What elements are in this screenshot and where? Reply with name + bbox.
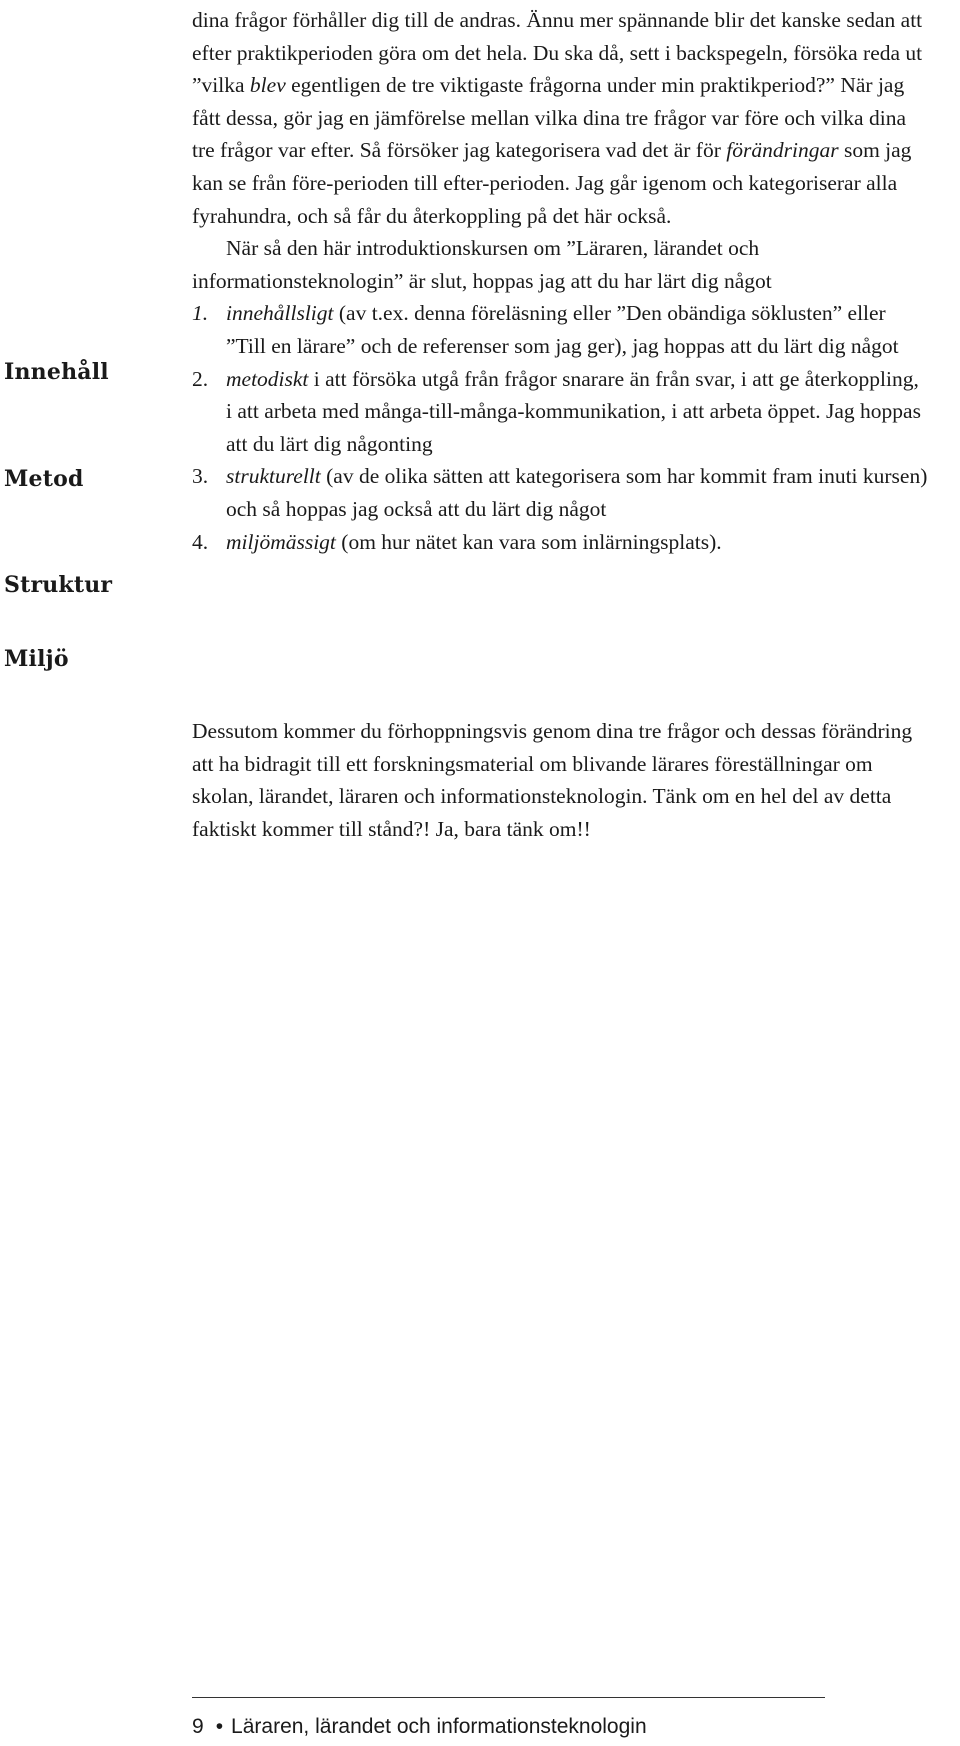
sidebar-heading-metod: Metod xyxy=(4,466,84,492)
sidebar-heading-struktur: Struktur xyxy=(4,572,113,598)
paragraph-1-text-a: dina frågor förhåller dig till de andras. Ännu mer spännande blir det kanske sedan att efter praktikperioden göra om det hela. Du ska då, sett i backspegeln, försöka reda ut ”vilka xyxy=(192,8,923,98)
list-text: i att försöka utgå från frågor snarare än från svar, i att ge återkoppling, i att arbeta med många-till-många-kommunikation, i att arbeta öppet. Jag hoppas att du lärt dig någonting xyxy=(226,366,921,456)
body-text xyxy=(192,4,930,558)
list-term: miljömässigt xyxy=(226,529,336,554)
paragraph-1-text-b: egentligen de tre viktigaste frågorna under min praktikperiod?” När jag fått dessa, gör jag en jämförelse mellan vilka dina tre frågor var före och vilka dina tre frågor var efter. Så försöker jag kategorisera vad det är för xyxy=(192,73,906,163)
list-item-struktur xyxy=(192,460,930,525)
list-text: (av t.ex. denna föreläsning eller ”Den obändiga söklusten” eller ”Till en lärare” och de referenser som jag ger), jag hoppas att du lärt dig något xyxy=(226,301,899,358)
page-number: 9 xyxy=(192,1715,204,1738)
emphasis-forandringar: förändringar xyxy=(726,138,839,163)
paragraph-1-text-c: som jag kan se från före-perioden till efter-perioden. Jag går igenom och kategoriserar alla fyrahundra, och så får du återkoppling på det här också. xyxy=(192,138,912,228)
sidebar-heading-innehall: Innehåll xyxy=(4,359,109,385)
bullet-separator-icon: • xyxy=(215,1715,224,1738)
sidebar-heading-miljo: Miljö xyxy=(4,646,69,672)
list-text: (av de olika sätten att kategorisera som har kommit fram inuti kursen) och så hoppas jag också att du lärt dig något xyxy=(226,464,928,521)
emphasis-blev: blev xyxy=(249,73,286,98)
list-term: metodiskt xyxy=(226,366,309,391)
list-item-miljo xyxy=(192,526,930,559)
paragraph-2: När så den här introduktionskursen om ”Läraren, lärandet och informationsteknologin” är slut, hoppas jag att du har lärt dig något xyxy=(192,236,772,293)
footer-rule xyxy=(192,1697,825,1698)
list-item-innehall xyxy=(192,297,930,362)
list-number: 1. xyxy=(192,301,209,326)
list-term: innehållsligt xyxy=(226,301,334,326)
list-term: strukturellt xyxy=(226,464,321,489)
learning-outcomes-list xyxy=(192,297,930,558)
page-footer xyxy=(192,1714,647,1740)
list-number: 4. xyxy=(192,529,209,554)
list-text: (om hur nätet kan vara som inlärningsplats). xyxy=(335,529,722,554)
running-title: Läraren, lärandet och informationsteknologin xyxy=(231,1715,647,1738)
closing-paragraph xyxy=(192,715,930,845)
list-number: 3. xyxy=(192,464,209,489)
list-number: 2. xyxy=(192,366,209,391)
paragraph-1 xyxy=(192,4,930,232)
paragraph-3: Dessutom kommer du förhoppningsvis genom dina tre frågor och dessas förändring att ha bidragit till ett forskningsmaterial om blivande lärares föreställningar om skolan, lärandet, läraren och informationsteknologin. Tänk om en hel del av detta faktiskt kommer till stånd?! Ja, bara tänk om!! xyxy=(192,719,913,841)
list-item-metod xyxy=(192,363,930,461)
